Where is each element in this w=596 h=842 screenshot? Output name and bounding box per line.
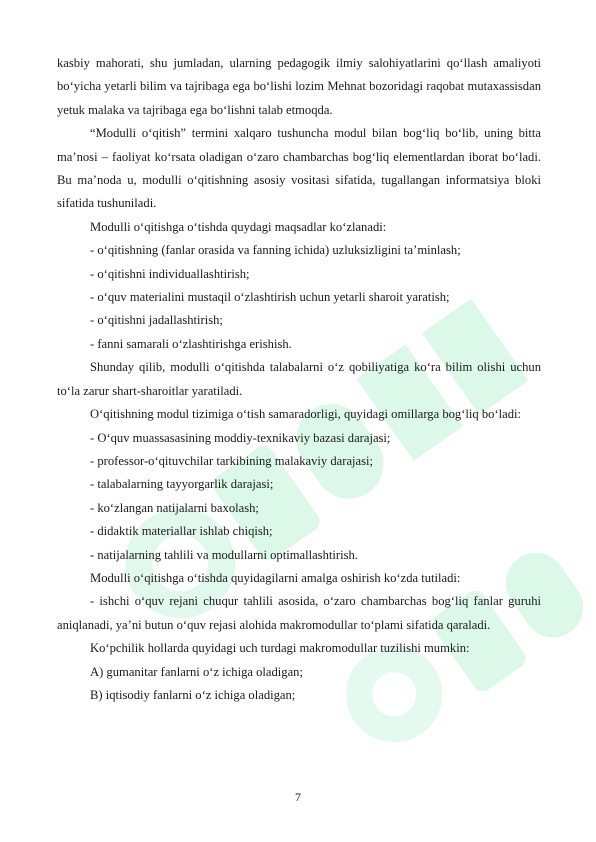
list-item: - professor-o‘qituvchilar tarkibining malakaviy darajasi; bbox=[90, 453, 374, 468]
paragraph: kasbiy mahorati, shu jumladan, ularning pedagogik ilmiy salohiyatlarini qo‘llash amaliyoti bo‘yicha yetarli bilim va tajribaga ega bo‘lishi lozim Mehnat bozoridagi raqobat mutaxassisdan yetuk malaka va tajribaga ega bo‘lishni talab etmoqda. bbox=[57, 56, 541, 117]
list-item: - ko‘zlangan natijalarni baxolash; bbox=[90, 500, 259, 515]
list-item: - o‘qitishni jadallashtirish; bbox=[90, 313, 223, 328]
paragraph: Modulli o‘qitishga o‘tishda quydagi maqsadlar ko‘zlanadi: bbox=[90, 219, 387, 234]
paragraph: - ishchi o‘quv rejani chuqur tahlili asosida, o‘zaro chambarchas bog‘liq fanlar guruhi aniqlanadi, ya’ni butun o‘quv rejasi alohida makromodullar to‘plami sifatida qaraladi. bbox=[57, 594, 541, 632]
paragraph: Modulli o‘qitishga o‘tishda quyidagilarni amalga oshirish ko‘zda tutiladi: bbox=[90, 570, 461, 585]
list-item: - o‘qitishni individuallashtirish; bbox=[90, 266, 250, 281]
list-item: - natijalarning tahlili va modullarni optimallashtirish. bbox=[90, 547, 358, 562]
list-item: - didaktik materiallar ishlab chiqish; bbox=[90, 524, 273, 539]
list-item: - o‘qitishning (fanlar orasida va fanning ichida) uzluksizligini ta’minlash; bbox=[90, 243, 461, 258]
page-number: 7 bbox=[295, 790, 301, 804]
paragraph: O‘qitishning modul tizimiga o‘tish samaradorligi, quyidagi omillarga bog‘liq bo‘ladi: bbox=[90, 407, 522, 422]
list-item: - o‘quv materialini mustaqil o‘zlashtirish uchun yetarli sharoit yaratish; bbox=[90, 290, 450, 305]
body-text bbox=[57, 52, 541, 707]
paragraph: Shunday qilib, modulli o‘qitishda talabalarni o‘z qobiliyatiga ko‘ra bilim olishi uchun to‘la zarur shart-sharoitlar yaratiladi. bbox=[57, 360, 541, 398]
paragraph: Ko‘pchilik hollarda quyidagi uch turdagi makromodullar tuzilishi mumkin: bbox=[90, 641, 470, 656]
list-item: - fanni samarali o‘zlashtirishga erishish. bbox=[90, 336, 292, 351]
paragraph: “Modulli o‘qitish” termini xalqaro tushuncha modul bilan bog‘liq bo‘lib, uning bitta ma’nosi – faoliyat ko‘rsata oladigan o‘zaro chambarchas bog‘liq elementlardan iborat bo‘ladi. Bu ma’noda u, modulli o‘qitishning asosiy vositasi sifatida, tugallangan informatsiya bloki sifatida tushuniladi. bbox=[57, 126, 541, 211]
list-item: - talabalarning tayyorgarlik darajasi; bbox=[90, 477, 274, 492]
list-item: - O‘quv muassasasining moddiy-texnikaviy bazasi darajasi; bbox=[90, 430, 391, 445]
list-item: A) gumanitar fanlarni o‘z ichiga oladigan; bbox=[90, 664, 303, 679]
list-item: B) iqtisodiy fanlarni o‘z ichiga oladigan; bbox=[90, 687, 296, 702]
